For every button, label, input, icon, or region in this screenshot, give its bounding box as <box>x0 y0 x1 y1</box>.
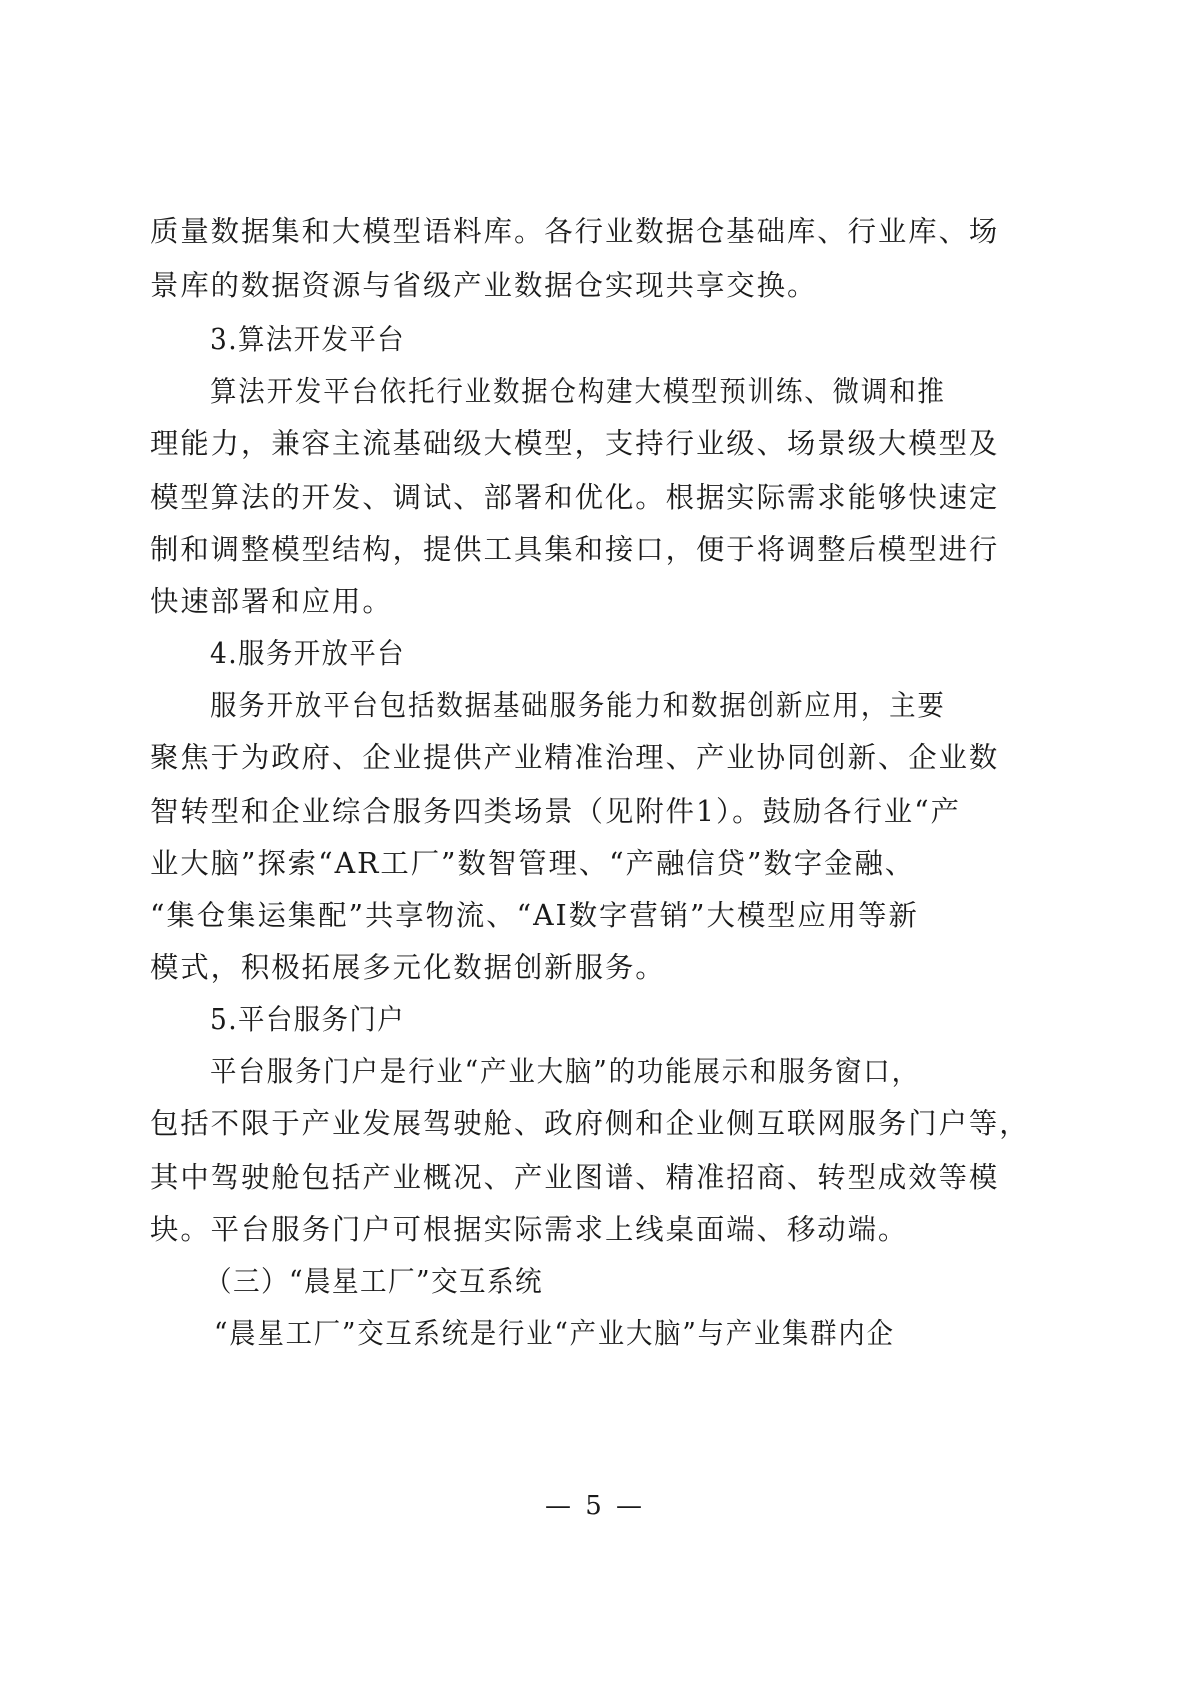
body-text-line: “晨星工厂”交互系统是行业“产业大脑”与产业集群内企 <box>214 1317 895 1350</box>
body-text-line: 模式，积极拓展多元化数据创新服务。 <box>150 951 666 984</box>
body-text-line: 其中驾驶舱包括产业概况、产业图谱、精准招商、转型成效等模 <box>150 1161 1000 1194</box>
body-text-line: 算法开发平台依托行业数据仓构建大模型预训练、微调和推 <box>210 375 946 408</box>
body-text-line: 制和调整模型结构，提供工具集和接口，便于将调整后模型进行 <box>150 533 1000 566</box>
body-text-line: 景库的数据资源与省级产业数据仓实现共享交换。 <box>150 269 818 302</box>
body-text-line: “集仓集运集配”共享物流、“AI数字营销”大模型应用等新 <box>150 899 919 932</box>
body-text-line: 平台服务门户是行业“产业大脑”的功能展示和服务窗口， <box>210 1055 920 1088</box>
body-text-line: 快速部署和应用。 <box>150 585 393 618</box>
body-text-line: 包括不限于产业发展驾驶舱、政府侧和企业侧互联网服务门户等， <box>150 1107 1030 1140</box>
section-heading: 4.服务开放平台 <box>210 637 406 670</box>
page-number: — 5 — <box>544 1491 646 1521</box>
body-text-line: 质量数据集和大模型语料库。各行业数据仓基础库、行业库、场 <box>150 215 1000 248</box>
body-text-line: 块。平台服务门户可根据实际需求上线桌面端、移动端。 <box>150 1213 909 1246</box>
subsection-heading: （三）“晨星工厂”交互系统 <box>205 1265 544 1298</box>
body-text-line: 模型算法的开发、调试、部署和优化。根据实际需求能够快速定 <box>150 481 1000 514</box>
body-text-line: 服务开放平台包括数据基础服务能力和数据创新应用，主要 <box>210 689 946 722</box>
body-text-line: 聚焦于为政府、企业提供产业精准治理、产业协同创新、企业数 <box>150 741 1000 774</box>
section-heading: 5.平台服务门户 <box>210 1003 406 1036</box>
body-text-line: 理能力，兼容主流基础级大模型，支持行业级、场景级大模型及 <box>150 427 1000 460</box>
body-text-line: 智转型和企业综合服务四类场景（见附件1）。鼓励各行业“产 <box>150 795 961 828</box>
section-heading: 3.算法开发平台 <box>210 323 406 356</box>
body-text-line: 业大脑”探索“AR工厂”数智管理、“产融信贷”数字金融、 <box>150 847 916 880</box>
